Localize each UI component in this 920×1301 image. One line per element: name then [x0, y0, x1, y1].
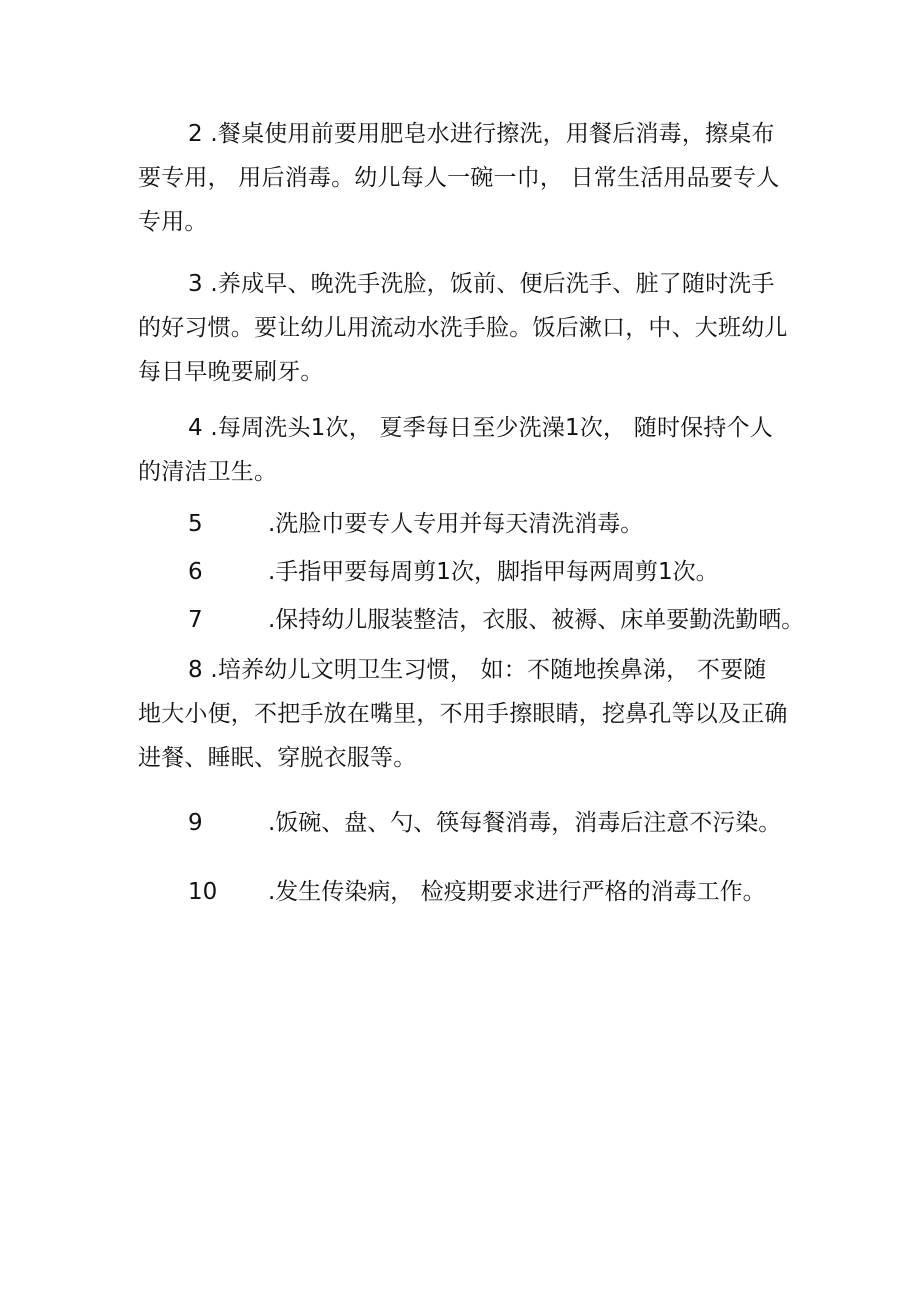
item-number: 6 — [188, 559, 203, 585]
item-number: 4 — [188, 415, 203, 441]
item-text: .餐桌使用前要用肥皂水进行擦洗，用餐后消毒，擦桌布要专用， 用后消毒。幼儿每人一碗一巾， 日常生活用品要专人专用。 — [138, 121, 780, 235]
list-item-3 — [138, 262, 788, 394]
item-text: .每周洗头1次， 夏季每日至少洗澡1次， 随时保持个人的清洁卫生。 — [138, 415, 773, 485]
list-item-6 — [188, 550, 808, 594]
item-number: 10 — [188, 879, 218, 905]
item-number: 9 — [188, 810, 203, 836]
list-item-8 — [138, 648, 788, 780]
list-item-9 — [188, 801, 808, 845]
item-text: .饭碗、盘、勺、筷每餐消毒，消毒后注意不污染。 — [268, 810, 782, 836]
list-item-5 — [188, 502, 808, 546]
item-number: 5 — [188, 511, 203, 537]
item-number: 2 — [188, 121, 203, 147]
item-text: .洗脸巾要专人专用并每天清洗消毒。 — [268, 511, 644, 537]
item-text: .发生传染病， 检疫期要求进行严格的消毒工作。 — [268, 879, 766, 905]
item-number: 7 — [188, 607, 203, 633]
list-item-4 — [138, 406, 788, 494]
item-text: .养成早、晚洗手洗脸，饭前、便后洗手、脏了随时洗手的好习惯。要让幼儿用流动水洗手脸。饭后漱口，中、大班幼儿每日早晚要刷牙。 — [138, 271, 788, 385]
item-number: 8 — [188, 657, 203, 683]
list-item-10 — [188, 870, 808, 914]
item-text: .培养幼儿文明卫生习惯， 如：不随地挨鼻涕， 不要随地大小便，不把手放在嘴里，不用手擦眼睛，挖鼻孔等以及正确进餐、睡眠、穿脱衣服等。 — [138, 657, 788, 771]
item-number: 3 — [188, 271, 203, 297]
list-item-2 — [138, 112, 788, 244]
item-text: .保持幼儿服装整洁，衣服、被褥、床单要勤洗勤晒。 — [268, 607, 805, 633]
item-text: .手指甲要每周剪1次，脚指甲每两周剪1次。 — [268, 559, 719, 585]
list-item-7 — [188, 598, 808, 642]
